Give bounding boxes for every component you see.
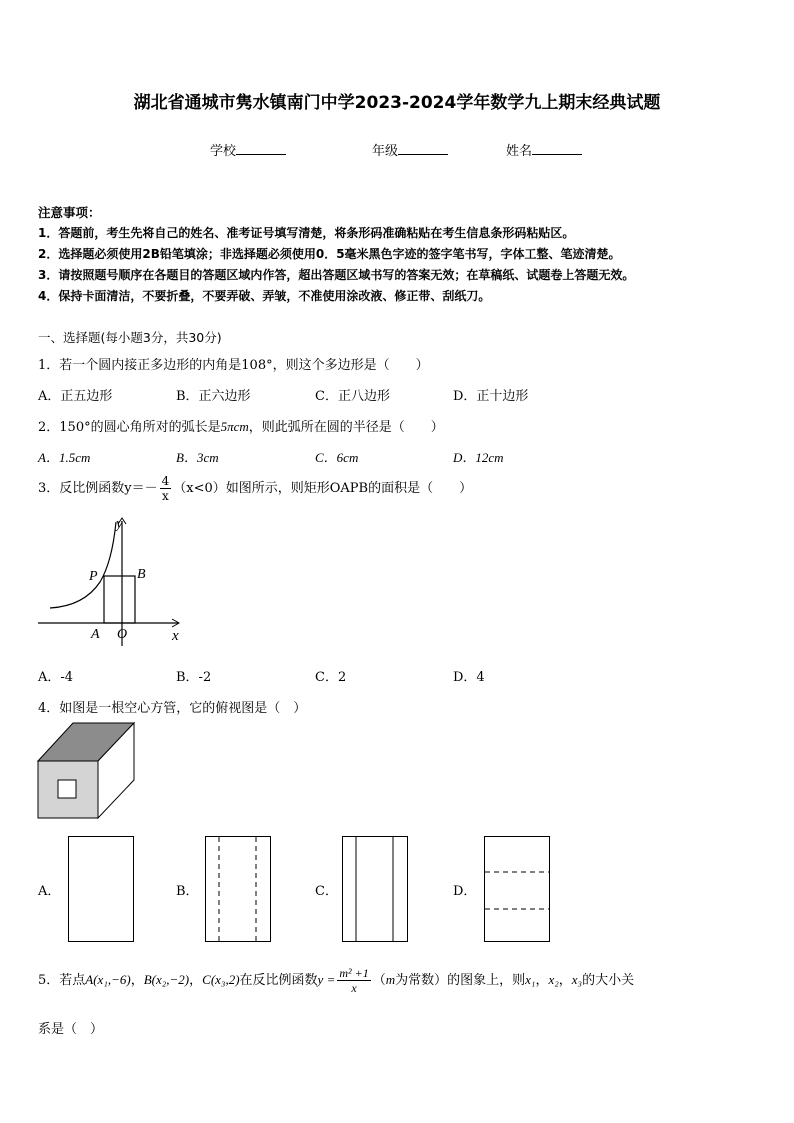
q4-option-d-figure[interactable] [484,836,550,943]
notice-item: 3．请按照题号顺序在各题目的答题区域内作答，超出答题区域书写的答案无效；在草稿纸、试题卷上答题无效。 [38,268,635,282]
label-O: O [117,627,128,642]
q3-option-a[interactable]: A．-4 [38,670,74,685]
label-y: y [116,516,123,532]
q2-option-c[interactable]: C．6cm [315,450,359,465]
q3-option-b[interactable]: B．-2 [176,670,212,685]
q4-option-c-figure[interactable] [342,836,408,943]
q4-option-a[interactable]: A． [38,884,61,899]
rectangle-OAPB [104,576,135,623]
q2-option-d[interactable]: D．12cm [453,450,504,465]
question-4: 4．如图是一根空心方管，它的俯视图是（ ） [38,701,307,716]
question-3: 3．反比例函数y＝－ $\frac{4}{x}$ （x<0）如图所示，则矩形OAPB的面积是（ ） [38,474,473,503]
q4-option-b[interactable]: B． [176,884,199,899]
q1-option-c[interactable]: C．正八边形 [315,389,390,404]
notice-item: 4．保持卡面清洁，不要折叠，不要弄破、弄皱，不准使用涂改液、修正带、刮纸刀。 [38,289,491,303]
label-A: A [91,627,100,642]
hollow-tube-figure [38,723,138,819]
hyperbola-curve [50,522,116,608]
notice-heading: 注意事项： [38,205,101,220]
question-5: 5．若点A(x₁,−6)，B(x₂,−2)，C(x₃,2)在反比例函数y = $\frac{\text{m² +1}}{x}$ （m为常数）的图象上，则x₁，x₂，x₃的大小关 [38,966,635,995]
q1-option-b[interactable]: B．正六边形 [176,389,251,404]
label-x: x [172,628,179,644]
notice-item: 1．答题前，考生先将自己的姓名、准考证号填写清楚，将条形码准确粘贴在考生信息条形码粘贴区。 [38,226,575,240]
fraction: $\frac{\text{m² +1}}{x}$ [339,966,369,995]
q4-option-c[interactable]: C． [315,884,338,899]
q2-option-a[interactable]: A．1.5cm [38,450,91,465]
question-1: 1．若一个圆内接正多边形的内角是108°，则这个多边形是（ ） [38,358,429,373]
q3-option-c[interactable]: C．2 [315,670,347,685]
label-B: B [137,567,146,582]
label-P: P [89,569,98,584]
fraction: $\frac{4}{x}$ [161,474,170,503]
name-field: 姓名 [506,140,582,159]
q4-option-b-figure[interactable] [205,836,271,943]
hyperbola-graph [36,516,186,650]
q2-option-b[interactable]: B．3cm [176,450,219,465]
page-title: 湖北省通城市隽水镇南门中学2023-2024学年数学九上期末经典试题 [133,93,661,113]
tube-hole [58,780,76,798]
q4-option-a-figure[interactable] [68,836,134,943]
question-5-line-2: 系是（ ） [38,1022,104,1037]
notice-item: 2．选择题必须使用2B铅笔填涂；非选择题必须使用0．5毫米黑色字迹的签字笔书写，字体工整、笔迹清楚。 [38,247,621,261]
question-2: 2．150°的圆心角所对的弧长是5πcm，则此弧所在圆的半径是（ ） [38,419,444,435]
q3-option-d[interactable]: D．4 [453,670,485,685]
school-field: 学校 [210,140,286,159]
section-heading: 一、选择题(每小题3分，共30分) [38,330,222,345]
q4-option-d[interactable]: D． [453,884,477,899]
q1-option-d[interactable]: D．正十边形 [453,389,529,404]
grade-field: 年级 [372,140,448,159]
q1-option-a[interactable]: A．正五边形 [38,389,113,404]
